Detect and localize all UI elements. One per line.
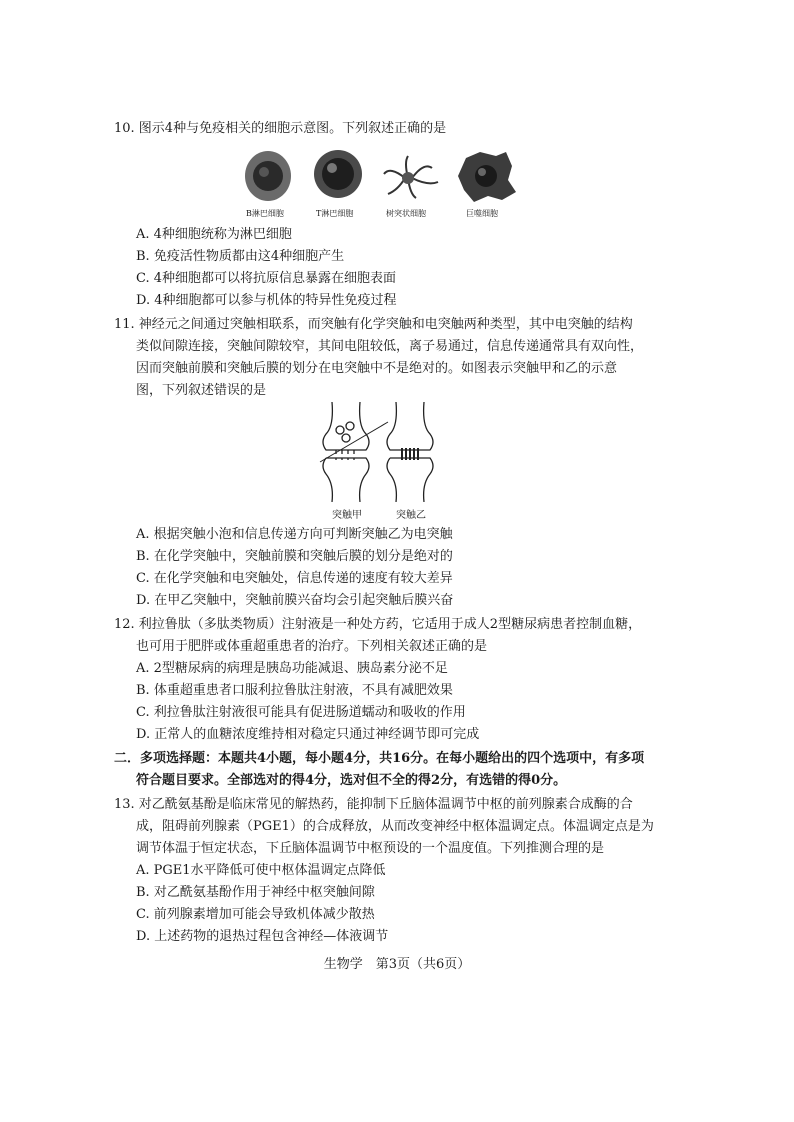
q12-option-c: C. 利拉鲁肽注射液很可能具有促进肠道蠕动和吸收的作用 bbox=[136, 705, 466, 720]
q13-stem-line-2: 成，阻碍前列腺素（PGE1）的合成释放，从而改变神经中枢体温调定点。体温调定点是为 bbox=[136, 819, 654, 834]
synapse-b-label: 突触乙 bbox=[396, 510, 426, 521]
q11-option-d: D. 在甲乙突触中，突触前膜兴奋均会引起突触后膜兴奋 bbox=[136, 593, 454, 608]
page-footer: 生物学 第3页（共6页） bbox=[323, 957, 471, 972]
q10-option-d: D. 4种细胞都可以参与机体的特异性免疫过程 bbox=[136, 293, 397, 308]
cell-label-b: B淋巴细胞 bbox=[246, 209, 284, 218]
q13-option-d: D. 上述药物的退热过程包含神经—体液调节 bbox=[136, 929, 389, 944]
q13-option-a: A. PGE1水平降低可使中枢体温调定点降低 bbox=[136, 863, 386, 878]
immune-cells-figure bbox=[240, 148, 520, 220]
section2-heading-line-2: 符合题目要求。全部选对的得4分，选对但不全的得2分，有选错的得0分。 bbox=[136, 773, 567, 788]
q10-option-a: A. 4种细胞统称为淋巴细胞 bbox=[136, 227, 292, 242]
synapse-a-drawing bbox=[323, 402, 369, 502]
q11-option-c: C. 在化学突触和电突触处，信息传递的速度有较大差异 bbox=[136, 571, 453, 586]
synapse-a-label: 突触甲 bbox=[332, 510, 362, 521]
q10-stem: 10. 图示4种与免疫相关的细胞示意图。下列叙述正确的是 bbox=[114, 121, 447, 136]
q12-option-a: A. 2型糖尿病的病理是胰岛功能减退、胰岛素分泌不足 bbox=[136, 661, 448, 676]
cell-label-macrophage: 巨噬细胞 bbox=[466, 209, 498, 218]
q12-option-d: D. 正常人的血糖浓度维持相对稳定只通过神经调节即可完成 bbox=[136, 727, 480, 742]
macrophage-image bbox=[458, 152, 516, 202]
b-lymphocyte-image bbox=[245, 151, 291, 201]
q11-option-a: A. 根据突触小泡和信息传递方向可判断突触乙为电突触 bbox=[136, 527, 453, 542]
synapse-svg bbox=[318, 402, 444, 502]
q10-option-c: C. 4种细胞都可以将抗原信息暴露在细胞表面 bbox=[136, 271, 397, 286]
synapse-b-drawing bbox=[387, 402, 433, 502]
q11-stem-line-1: 11. 神经元之间通过突触相联系，而突触有化学突触和电突触两种类型，其中电突触的结构 bbox=[114, 317, 633, 332]
q12-stem-line-1: 12. 利拉鲁肽（多肽类物质）注射液是一种处方药，它适用于成人2型糖尿病患者控制血糖， bbox=[114, 617, 642, 632]
q11-stem-line-4: 图，下列叙述错误的是 bbox=[136, 383, 267, 398]
q11-option-b: B. 在化学突触中，突触前膜和突触后膜的划分是绝对的 bbox=[136, 549, 453, 564]
q12-option-b: B. 体重超重患者口服利拉鲁肽注射液，不具有减肥效果 bbox=[136, 683, 453, 698]
immune-cells-svg bbox=[240, 148, 520, 208]
t-lymphocyte-image bbox=[314, 150, 362, 198]
dendritic-cell-image bbox=[384, 156, 438, 198]
q13-stem-line-1: 13. 对乙酰氨基酚是临床常见的解热药，能抑制下丘脑体温调节中枢的前列腺素合成酶的合 bbox=[114, 797, 633, 812]
synapse-figure bbox=[318, 402, 444, 522]
section2-heading-line-1: 二．多项选择题：本题共4小题，每小题4分，共16分。在每小题给出的四个选项中，有多项 bbox=[114, 751, 645, 766]
q11-stem-line-2: 类似间隙连接，突触间隙较窄，其间电阻较低，离子易通过，信息传递通常具有双向性， bbox=[136, 339, 644, 354]
cell-label-t: T淋巴细胞 bbox=[316, 209, 354, 218]
q13-option-b: B. 对乙酰氨基酚作用于神经中枢突触间隙 bbox=[136, 885, 375, 900]
q13-stem-line-3: 调节体温于恒定状态，下丘脑体温调节中枢预设的一个温度值。下列推测合理的是 bbox=[136, 841, 605, 856]
q13-option-c: C. 前列腺素增加可能会导致机体减少散热 bbox=[136, 907, 375, 922]
q10-option-b: B. 免疫活性物质都由这4种细胞产生 bbox=[136, 249, 345, 264]
cell-label-dendritic: 树突状细胞 bbox=[386, 209, 426, 218]
q12-stem-line-2: 也可用于肥胖或体重超重患者的治疗。下列相关叙述正确的是 bbox=[136, 639, 488, 654]
q11-stem-line-3: 因而突触前膜和突触后膜的划分在电突触中不是绝对的。如图表示突触甲和乙的示意 bbox=[136, 361, 618, 376]
